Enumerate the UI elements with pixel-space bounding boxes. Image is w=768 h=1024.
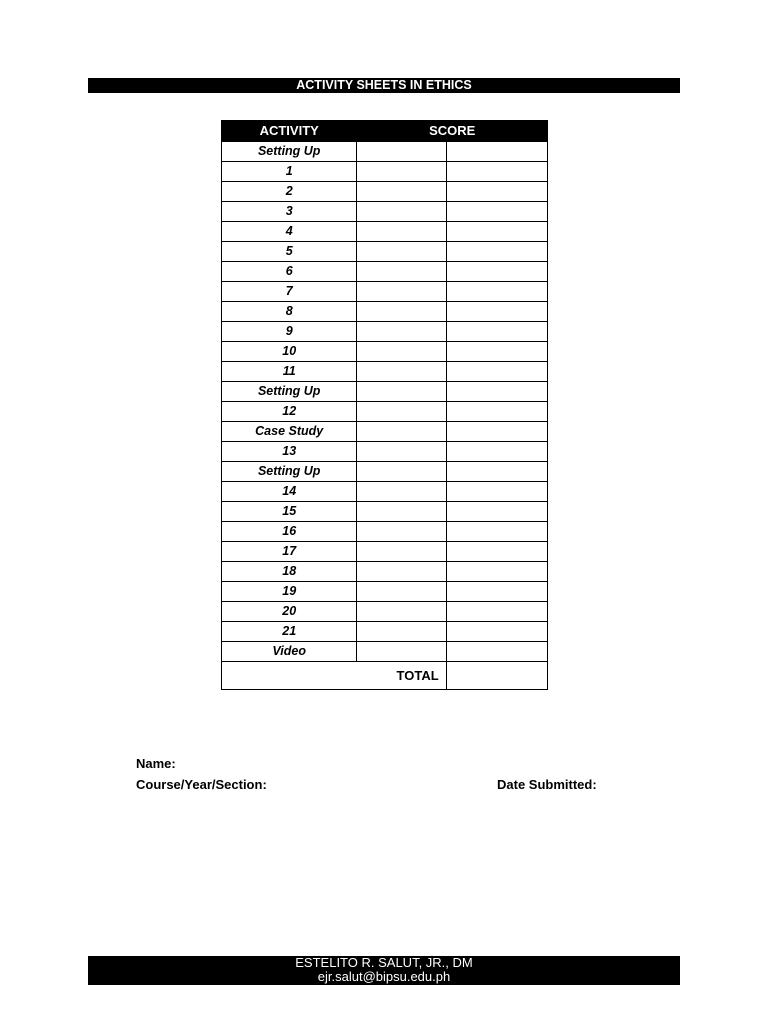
table-row (222, 342, 548, 362)
score-cell[interactable] (357, 462, 446, 482)
score-cell[interactable] (357, 522, 446, 542)
table-row (222, 402, 548, 422)
score-cell[interactable] (357, 422, 446, 442)
score-total-cell[interactable] (446, 262, 547, 282)
activity-label: 15 (222, 502, 357, 522)
score-cell[interactable] (357, 142, 446, 162)
score-total-cell[interactable] (446, 142, 547, 162)
page-title: ACTIVITY SHEETS IN ETHICS (88, 78, 680, 93)
table-row (222, 562, 548, 582)
table-row (222, 622, 548, 642)
course-year-section-label: Course/Year/Section: (136, 777, 267, 792)
score-total-cell[interactable] (446, 402, 547, 422)
activity-label: 18 (222, 562, 357, 582)
score-cell[interactable] (357, 262, 446, 282)
score-cell[interactable] (357, 162, 446, 182)
activity-score-table (221, 120, 548, 690)
score-total-cell[interactable] (446, 302, 547, 322)
score-total-cell[interactable] (446, 542, 547, 562)
table-row (222, 362, 548, 382)
activity-label: 5 (222, 242, 357, 262)
activity-label: 19 (222, 582, 357, 602)
activity-label: Setting Up (222, 382, 357, 402)
table-row (222, 262, 548, 282)
score-total-cell[interactable] (446, 502, 547, 522)
table-row (222, 202, 548, 222)
score-total-cell[interactable] (446, 382, 547, 402)
score-total-cell[interactable] (446, 162, 547, 182)
score-total-cell[interactable] (446, 522, 547, 542)
table-row (222, 162, 548, 182)
activity-label: 20 (222, 602, 357, 622)
score-total-cell[interactable] (446, 322, 547, 342)
table-row (222, 522, 548, 542)
activity-label: 1 (222, 162, 357, 182)
activity-label: 11 (222, 362, 357, 382)
score-total-cell[interactable] (446, 182, 547, 202)
activity-label: 9 (222, 322, 357, 342)
score-cell[interactable] (357, 622, 446, 642)
score-total-cell[interactable] (446, 202, 547, 222)
score-total-cell[interactable] (446, 442, 547, 462)
score-total-cell[interactable] (446, 482, 547, 502)
table-row (222, 542, 548, 562)
score-column-header: SCORE (357, 121, 548, 142)
table-row (222, 422, 548, 442)
score-cell[interactable] (357, 402, 446, 422)
table-row (222, 242, 548, 262)
activity-label: Setting Up (222, 142, 357, 162)
score-cell[interactable] (357, 582, 446, 602)
score-total-cell[interactable] (446, 222, 547, 242)
score-cell[interactable] (357, 182, 446, 202)
activity-label: 21 (222, 622, 357, 642)
activity-label: 17 (222, 542, 357, 562)
activity-label: Case Study (222, 422, 357, 442)
activity-label: 10 (222, 342, 357, 362)
score-total-cell[interactable] (446, 582, 547, 602)
score-total-cell[interactable] (446, 422, 547, 442)
score-cell[interactable] (357, 342, 446, 362)
score-cell[interactable] (357, 642, 446, 662)
total-label: TOTAL (222, 662, 447, 690)
table-row (222, 222, 548, 242)
name-label: Name: (136, 756, 176, 771)
activity-label: 13 (222, 442, 357, 462)
table-row (222, 642, 548, 662)
score-total-cell[interactable] (446, 362, 547, 382)
activity-column-header: ACTIVITY (222, 121, 357, 142)
score-cell[interactable] (357, 322, 446, 342)
score-cell[interactable] (357, 282, 446, 302)
activity-label: Setting Up (222, 462, 357, 482)
footer (88, 956, 680, 985)
table-row (222, 442, 548, 462)
score-cell[interactable] (357, 362, 446, 382)
score-total-cell[interactable] (446, 642, 547, 662)
total-score-cell[interactable] (446, 662, 547, 690)
activity-label: 12 (222, 402, 357, 422)
activity-label: 3 (222, 202, 357, 222)
activity-label: 16 (222, 522, 357, 542)
score-cell[interactable] (357, 442, 446, 462)
table-header-row (222, 121, 548, 142)
score-cell[interactable] (357, 502, 446, 522)
activity-label: 2 (222, 182, 357, 202)
score-cell[interactable] (357, 202, 446, 222)
score-total-cell[interactable] (446, 462, 547, 482)
score-total-cell[interactable] (446, 622, 547, 642)
date-submitted-label: Date Submitted: (497, 777, 597, 792)
activity-label: 7 (222, 282, 357, 302)
table-row (222, 582, 548, 602)
table-row (222, 602, 548, 622)
activity-label: 4 (222, 222, 357, 242)
activity-label: 6 (222, 262, 357, 282)
table-row (222, 302, 548, 322)
table-row (222, 482, 548, 502)
score-total-cell[interactable] (446, 602, 547, 622)
total-row (222, 662, 548, 690)
score-total-cell[interactable] (446, 282, 547, 302)
table-body (222, 142, 548, 690)
activity-label: 8 (222, 302, 357, 322)
activity-label: Video (222, 642, 357, 662)
table-row (222, 382, 548, 402)
score-cell[interactable] (357, 482, 446, 502)
score-cell[interactable] (357, 602, 446, 622)
score-total-cell[interactable] (446, 242, 547, 262)
score-cell[interactable] (357, 562, 446, 582)
score-total-cell[interactable] (446, 342, 547, 362)
footer-email: ejr.salut@bipsu.edu.ph (317, 969, 451, 984)
table-row (222, 322, 548, 342)
table-row (222, 502, 548, 522)
table-row (222, 282, 548, 302)
score-cell[interactable] (357, 542, 446, 562)
score-cell[interactable] (357, 242, 446, 262)
table-row (222, 182, 548, 202)
score-cell[interactable] (357, 302, 446, 322)
table-row (222, 462, 548, 482)
footer-author: ESTELITO R. SALUT, JR., DM (295, 955, 473, 970)
table-row (222, 142, 548, 162)
score-total-cell[interactable] (446, 562, 547, 582)
score-cell[interactable] (357, 222, 446, 242)
score-cell[interactable] (357, 382, 446, 402)
activity-label: 14 (222, 482, 357, 502)
